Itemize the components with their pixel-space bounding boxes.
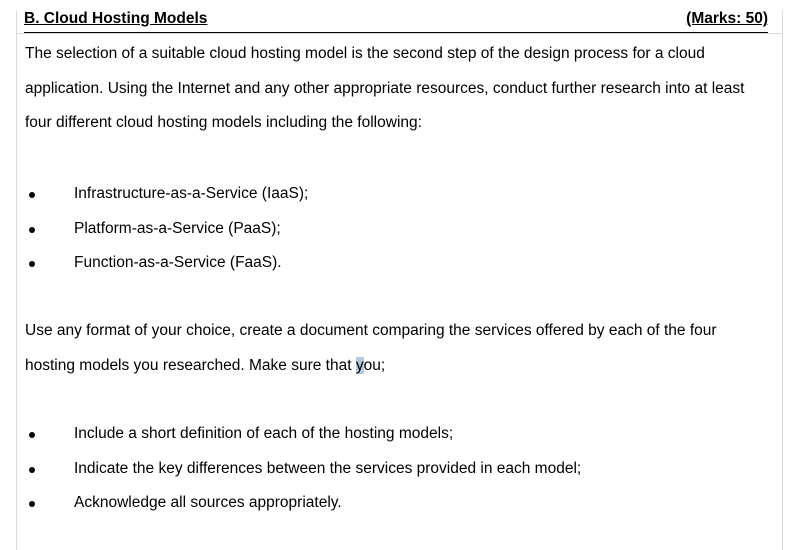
list-item[interactable] [25,212,770,247]
list-item[interactable] [25,177,770,212]
list-item[interactable] [25,246,770,281]
list-item-label: Indicate the key differences between the services provided in each model; [74,459,582,477]
instructions-text-before: Use any format of your choice, create a document comparing the services offered by each of the four hosting models you researched. Make sure that [25,322,717,374]
list-item-label: Function-as-a-Service (FaaS). [74,254,282,271]
list-item-label: Infrastructure-as-a-Service (IaaS); [74,185,309,202]
list-item[interactable] [25,486,770,521]
section-header [24,10,768,33]
hosting-models-list [25,177,770,281]
marks-label: (Marks: 50) [686,10,768,27]
bullet-icon [29,501,35,507]
intro-paragraph[interactable]: The selection of a suitable cloud hosting model is the second step of the design process for a cloud application. Using the Internet and any other appropriate resources, conduct further research into at least four different cloud hosting models including the following: [25,45,745,131]
bullet-icon [29,192,35,198]
bullet-icon [29,467,35,473]
bullet-icon [29,432,35,438]
list-item[interactable] [25,452,770,487]
instructions-text-after: ou; [363,356,386,374]
instructions-paragraph[interactable] [25,314,770,383]
section-title: B. Cloud Hosting Models [24,10,208,27]
list-item-label: Include a short definition of each of the hosting models; [74,425,454,442]
bullet-icon [29,227,35,233]
list-item-label: Acknowledge all sources appropriately. [74,494,342,511]
bullet-icon [29,261,35,267]
list-item[interactable] [25,417,770,452]
text-selection-highlight: y [355,356,364,374]
list-item-label: Platform-as-a-Service (PaaS); [74,219,281,237]
header-divider [16,33,782,34]
requirements-list [25,417,770,521]
